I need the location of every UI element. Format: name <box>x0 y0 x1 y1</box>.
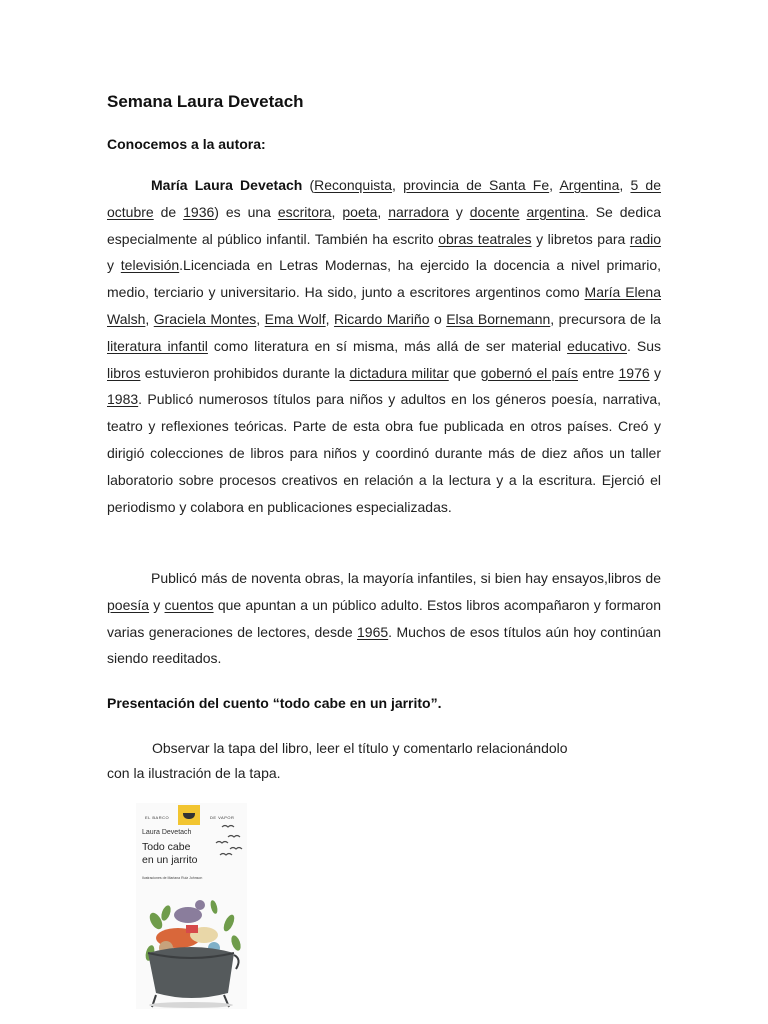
link-poeta[interactable]: poeta <box>342 203 378 220</box>
cover-author: Laura Devetach <box>142 829 192 836</box>
link-argentina-adj[interactable]: argentina <box>526 203 585 220</box>
link-obras-teatrales[interactable]: obras teatrales <box>438 230 532 247</box>
link-1983[interactable]: 1983 <box>107 391 139 408</box>
link-graciela-montes[interactable]: Graciela Montes <box>153 310 257 327</box>
link-1976[interactable]: 1976 <box>618 364 650 381</box>
cover-title-line1: Todo cabe <box>142 841 191 853</box>
link-narradora[interactable]: narradora <box>388 203 449 220</box>
link-literatura-infantil[interactable]: literatura infantil <box>107 337 208 354</box>
paragraph-instruccion: Observar la tapa del libro, leer el título y comentarlo relacionándolo con la ilustración de la tapa. <box>107 740 568 781</box>
link-1965[interactable]: 1965 <box>357 623 389 640</box>
link-maria-elena-walsh[interactable]: María Elena Walsh <box>107 284 661 327</box>
link-educativo[interactable]: educativo <box>567 337 627 354</box>
link-ricardo-marino[interactable]: Ricardo Mariño <box>333 310 430 327</box>
author-name: María Laura Devetach <box>151 177 303 193</box>
section-heading-cuento: Presentación del cuento “todo cabe en un jarrito”. <box>107 695 442 711</box>
link-provincia-santa-fe[interactable]: provincia de Santa Fe <box>403 177 550 193</box>
link-docente[interactable]: docente <box>469 203 520 220</box>
link-libros[interactable]: libros <box>107 364 141 381</box>
link-dictadura-militar[interactable]: dictadura militar <box>349 364 449 381</box>
cover-illustrator: Ilustraciones de Mariana Ruiz Johnson <box>142 876 203 880</box>
link-5-de-octubre[interactable]: 5 de octubre <box>107 177 662 220</box>
paragraph-biography: María Laura Devetach (Reconquista, provincia de Santa Fe, Argentina, 5 de octubre de 1936) es una escritora, poeta, narradora y docente argentina. Se dedica especialmente al público infantil. También ha escrito obras teatrales y libretos para radio y televisión.Licenciada en Letras Modernas, ha ejercido la docencia a nivel primario, medio, terciario y universitario. Ha sido, junto a escritores argentinos como María Elena Walsh, Graciela Montes, Ema Wolf, Ricardo Mariño o Elsa Bornemann, precursora de la literatura infantil como literatura en sí misma, más allá de ser material educativo. Sus libros estuvieron prohibidos durante la dictadura militar que gobernó el país entre 1976 y 1983. Publicó numerosos títulos para niños y adultos en los géneros poesía, narrativa, teatro y reflexiones teóricas. Parte de esta obra fue publicada en otros países. Creó y dirigió colecciones de libros para niños y coordinó durante más de diez años un taller laboratorio sobre procesos creativos en relación a la lectura y a la escritura. Ejerció el periodismo y colabora en publicaciones especializadas. <box>107 177 662 515</box>
link-escritora[interactable]: escritora <box>277 203 332 220</box>
link-argentina[interactable]: Argentina <box>559 177 620 193</box>
link-ema-wolf[interactable]: Ema Wolf <box>264 310 326 327</box>
link-radio[interactable]: radio <box>629 230 662 247</box>
publisher-logo-icon <box>178 805 200 825</box>
link-television[interactable]: televisión <box>120 257 180 274</box>
link-cuentos[interactable]: cuentos <box>164 596 214 613</box>
link-gobierno-pais[interactable]: gobernó el país <box>480 364 579 381</box>
book-cover-image <box>136 803 247 1009</box>
link-1936[interactable]: 1936 <box>183 203 215 220</box>
link-reconquista[interactable]: Reconquista <box>314 177 392 193</box>
page-title: Semana Laura Devetach <box>107 92 304 111</box>
paragraph-obras: Publicó más de noventa obras, la mayoría infantiles, si bien hay ensayos,libros de poesía y cuentos que apuntan a un público adulto. Estos libros acompañaron y formaron varias generaciones de lectores, desde 1965. Muchos de esos títulos aún hoy continúan siendo reeditados. <box>107 570 661 667</box>
cover-title-line2: en un jarrito <box>142 854 198 866</box>
publisher-right: DE VAPOR <box>210 815 235 820</box>
section-heading-autora: Conocemos a la autora: <box>107 136 266 152</box>
publisher-left: EL BARCO <box>145 815 170 820</box>
link-poesia[interactable]: poesía <box>107 596 150 613</box>
link-elsa-bornemann[interactable]: Elsa Bornemann <box>446 310 551 327</box>
